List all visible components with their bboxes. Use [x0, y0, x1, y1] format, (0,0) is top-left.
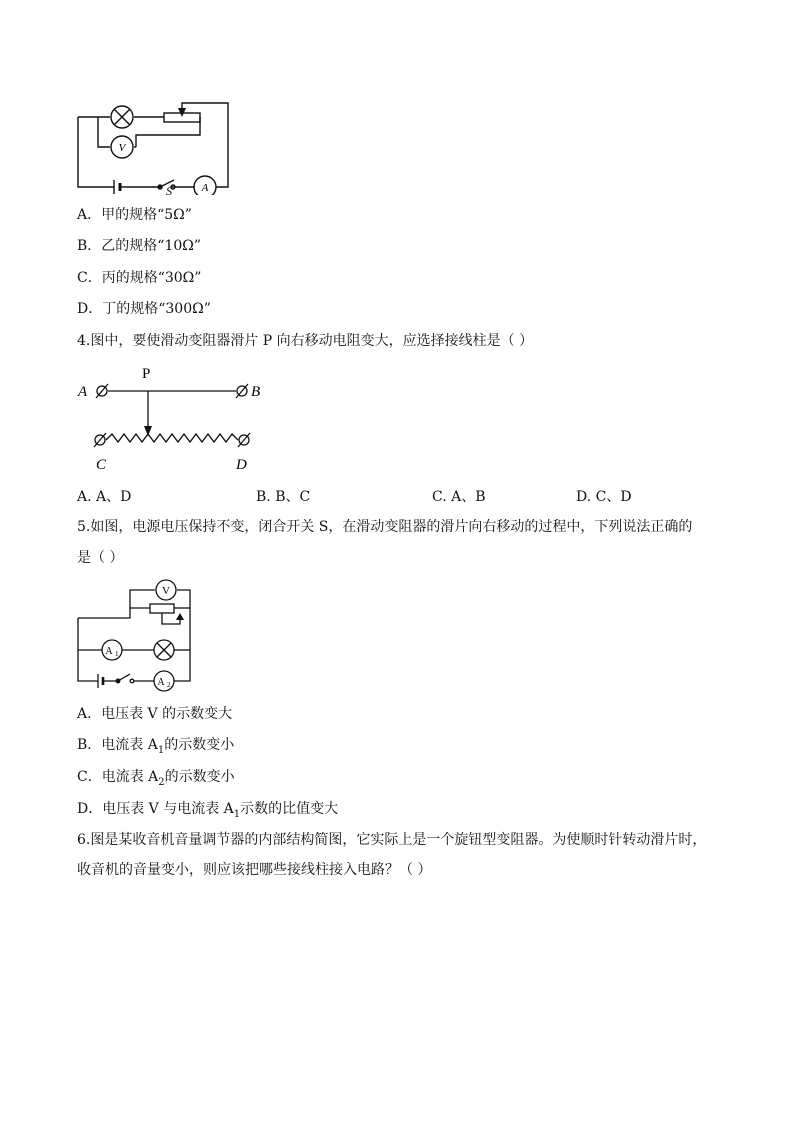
q5-option-b-text: B．电流表 A [77, 737, 158, 753]
q4-option-b: B. B、C [256, 489, 311, 505]
voltmeter-label: V [118, 142, 126, 154]
rheostat-diagram-q4 [70, 360, 280, 475]
ammeter-a2-label: A [157, 677, 165, 688]
q4-option-a: A. A、D [77, 489, 132, 505]
question-5-stem-line1: 5.如图，电源电压保持不变，闭合开关 S，在滑动变阻器的滑片向右移动的过程中，下列说法正确的 [77, 519, 693, 535]
terminal-a-label: A [78, 384, 88, 400]
ammeter-label: A [201, 182, 209, 194]
question-6-stem-line1: 6.图是某收音机音量调节器的内部结构简图，它实际上是一个旋钮型变阻器。为使顺时针转动滑片时， [77, 832, 707, 848]
q5-option-b-subscript: 1 [157, 744, 165, 756]
ammeter-a1-label: A [105, 646, 113, 657]
q5-option-c [77, 767, 235, 787]
switch-label: S [166, 184, 172, 195]
ammeter-a2-subscript: 2 [167, 681, 171, 689]
question-4-stem: 4.图中，要使滑动变阻器滑片 P 向右移动电阻变大，应选择接线柱是（ ） [77, 333, 534, 349]
option-b: B．乙的规格“10Ω” [77, 238, 202, 254]
option-c: C．丙的规格“30Ω” [77, 270, 202, 286]
q5-option-b [77, 735, 234, 755]
q4-option-c: C. A、B [432, 489, 486, 505]
ammeter-a1-subscript: 1 [115, 650, 119, 658]
q4-option-d: D. C、D [576, 489, 632, 505]
terminal-c-label: C [96, 457, 107, 473]
q5-option-c-subscript: 2 [158, 776, 165, 788]
q5-option-d-tail: 示数的比值变大 [240, 801, 339, 817]
q5-option-b-tail: 的示数变小 [164, 737, 235, 753]
q5-option-a: A．电压表 V 的示数变大 [77, 706, 233, 722]
question-6-stem-line2: 收音机的音量变小，则应该把哪些接线柱接入电路？（ ） [77, 862, 432, 878]
q5-option-d-subscript: 1 [233, 808, 241, 820]
q5-option-d-text: D．电压表 V 与电流表 A [77, 801, 234, 817]
voltmeter-label: V [162, 585, 170, 597]
terminal-b-label: B [251, 384, 261, 400]
circuit-diagram-q5 [72, 578, 202, 692]
q5-option-d [77, 799, 338, 819]
circuit-diagram-q3 [70, 95, 240, 195]
option-d: D．丁的规格“300Ω” [77, 301, 211, 317]
question-5-stem-line2: 是（ ） [77, 550, 124, 566]
slider-p-label: P [142, 366, 151, 382]
q5-option-c-tail: 的示数变小 [164, 769, 235, 785]
terminal-d-label: D [236, 457, 247, 473]
q5-option-c-text: C．电流表 A [77, 769, 159, 785]
option-a: A．甲的规格“5Ω” [77, 207, 192, 223]
